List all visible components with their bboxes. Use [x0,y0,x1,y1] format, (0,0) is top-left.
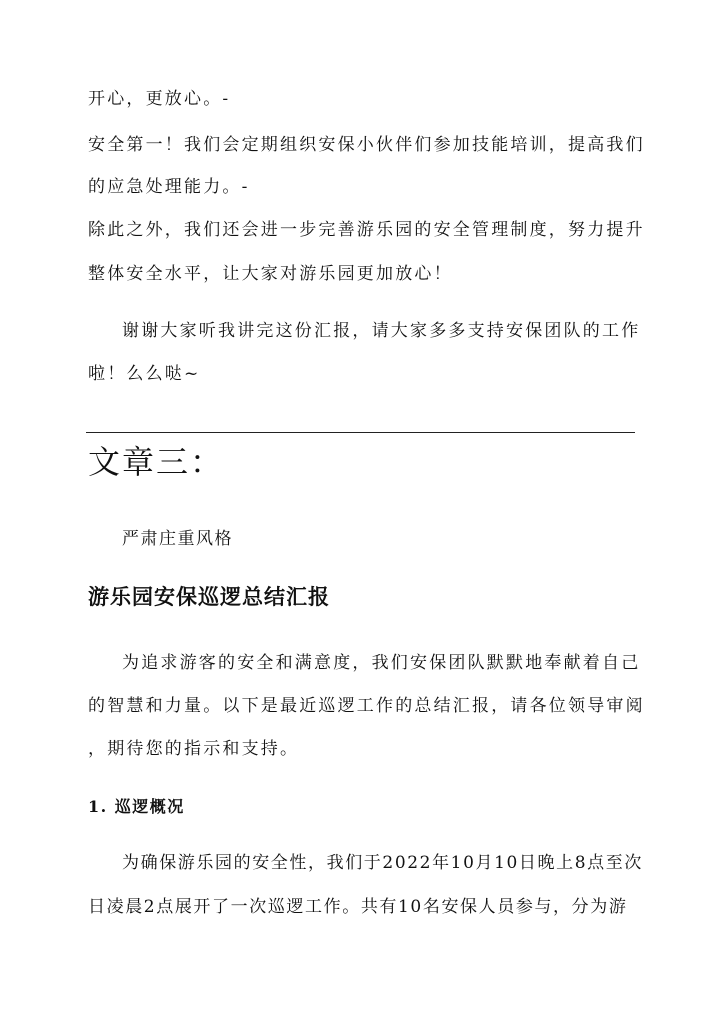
paragraph-line: 整体安全水平，让大家对游乐园更加放心！ [88,264,453,284]
paragraph-line: 的应急处理能力。- [88,177,250,197]
style-note: 严肃庄重风格 [122,529,233,549]
paragraph-line: ，期待您的指示和支持。 [88,739,300,759]
paragraph-line: 为确保游乐园的安全性，我们于2022年10月10日晚上8点至次 [122,853,643,873]
paragraph-line: 日凌晨2点展开了一次巡逻工作。共有10名安保人员参与，分为游 [88,897,628,917]
paragraph-line: 开心，更放心。- [88,89,231,109]
paragraph-line: 啦！么么哒~ [88,364,201,384]
paragraph-line: 除此之外，我们还会进一步完善游乐园的安全管理制度，努力提升 [88,220,645,240]
paragraph-line: 的智慧和力量。以下是最近巡逻工作的总结汇报，请各位领导审阅 [88,696,645,716]
paragraph-line: 谢谢大家听我讲完这份汇报，请大家多多支持安保团队的工作 [122,321,641,341]
paragraph-line: 安全第一！我们会定期组织安保小伙伴们参加技能培训，提高我们 [88,135,645,155]
section-divider [86,432,635,433]
section-heading: 1. 巡逻概况 [88,797,185,816]
report-title: 游乐园安保巡逻总结汇报 [88,584,330,609]
paragraph-line: 为追求游客的安全和满意度，我们安保团队默默地奉献着自己 [122,653,641,673]
article-heading: 文章三： [88,443,225,481]
